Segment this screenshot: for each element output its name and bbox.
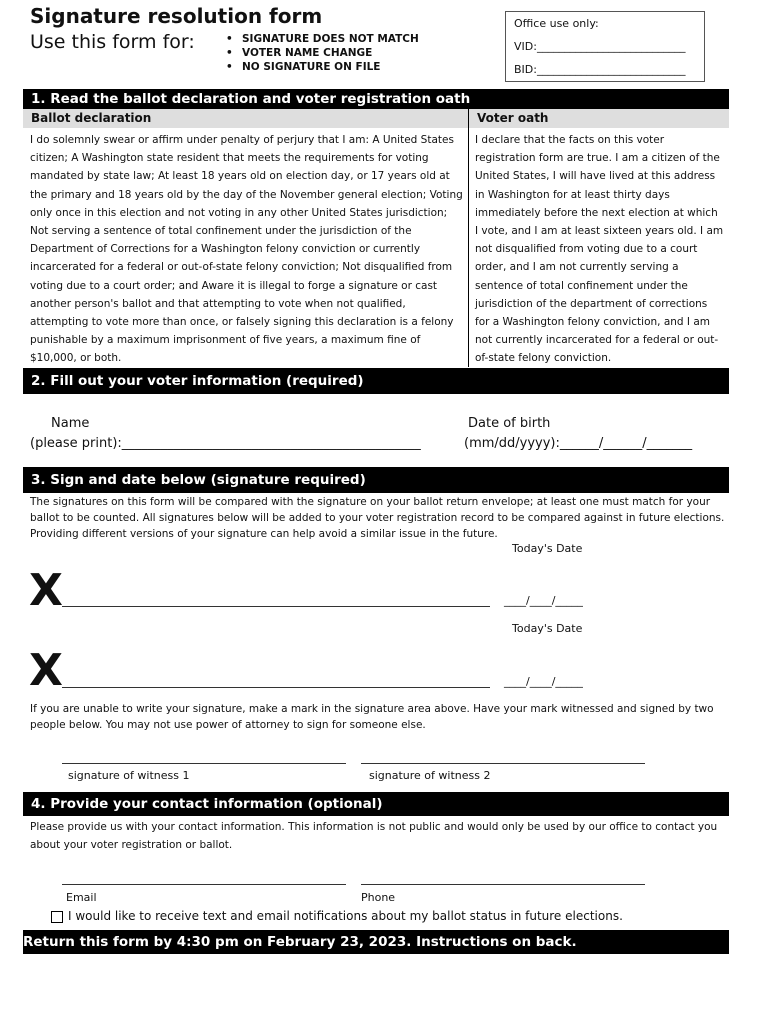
witness-1-label: signature of witness 1 (68, 769, 190, 782)
office-use-heading: Office use only: (514, 17, 599, 30)
name-label: Name (51, 416, 90, 431)
witness-2-label: signature of witness 2 (369, 769, 491, 782)
dob-label: Date of birth (468, 416, 551, 431)
phone-line[interactable] (361, 884, 645, 885)
voter-oath-heading: Voter oath (469, 109, 729, 128)
bid-field: BID:___________________________ (514, 63, 686, 76)
notifications-label: I would like to receive text and email notifications about my ballot status in future elections. (68, 909, 623, 923)
name-input[interactable]: (please print):______________________________________________ (30, 436, 421, 451)
section-4-heading (23, 792, 729, 816)
office-use-box (505, 11, 705, 82)
ballot-declaration-heading: Ballot declaration (23, 109, 468, 128)
form-subtitle: Use this form for: (30, 31, 195, 53)
section-1-heading: 1. Read the ballot declaration and voter registration oath (23, 89, 729, 109)
signature-instructions: The signatures on this form will be compared with the signature on your ballot return envelope; at least one must match for your ballot to be counted. All signatures below will be added to your voter registration record to be compared against in future elections. Providing different versions of your signature can help avoid a similar issue in the future. (30, 496, 725, 540)
signature-date-2[interactable]: ____/____/_____ (504, 675, 583, 688)
vid-field: VID:___________________________ (514, 40, 686, 53)
section-3-heading: 3. Sign and date below (signature required) (23, 467, 729, 493)
phone-label: Phone (361, 891, 396, 904)
email-line[interactable] (62, 884, 346, 885)
dob-input[interactable]: (mm/dd/yyyy):______/______/_______ (464, 436, 693, 451)
todays-date-label: Today's Date (512, 622, 583, 635)
section-4-title: 4. Provide your contact information (optional) (31, 796, 383, 812)
declaration-table (23, 109, 729, 367)
signature-date-1[interactable]: ____/____/_____ (504, 594, 583, 607)
reason-item: • VOTER NAME CHANGE (226, 46, 419, 60)
email-label: Email (66, 891, 97, 904)
witness-2-line[interactable] (361, 763, 645, 764)
contact-instructions: Please provide us with your contact information. This information is not public and would only be used by our office to contact you about your voter registration or ballot. (30, 821, 718, 851)
sign-here-mark: X (29, 565, 63, 616)
return-deadline-bar: Return this form by 4:30 pm on February 23, 2023. Instructions on back. (23, 930, 729, 954)
mark-witness-note: If you are unable to write your signature, make a mark in the signature area above. Have your mark witnessed and signed by two people below. You may not use power of attorney to sign for someone else. (30, 703, 714, 731)
column-divider (468, 109, 469, 367)
section-2-heading: 2. Fill out your voter information (required) (23, 368, 729, 394)
reason-list (226, 32, 419, 74)
voter-oath-text: I declare that the facts on this voter registration form are true. I am a citizen of the United States, I will have lived at this address in Washington for at least thirty days immediately before the next election at which I vote, and I am at least sixteen years old. I am not disqualified from voting due to a court order, and I am not currently serving a sentence of total confinement under the jurisdiction of the department of corrections for a Washington felony conviction, and I am not currently incarcerated for a federal or out- of-state felony conviction. (475, 134, 724, 365)
reason-item: • SIGNATURE DOES NOT MATCH (226, 32, 419, 46)
form-title: Signature resolution form (30, 4, 323, 28)
todays-date-label: Today's Date (512, 542, 583, 555)
reason-item: • NO SIGNATURE ON FILE (226, 60, 419, 74)
witness-1-line[interactable] (62, 763, 346, 764)
signature-line-1[interactable] (62, 606, 490, 607)
sign-here-mark: X (29, 645, 63, 696)
ballot-declaration-text: I do solemnly swear or affirm under penalty of perjury that I am: A United States citizen; A Washington state resident that meets the requirements for voting mandated by state law; At least 18 years old on election day, or 17 years old at the primary and 18 years old by the day of the November general election; Voting only once in this election and not voting in any other United States jurisdiction; Not serving a sentence of total confinement under the jurisdiction of the Department of Corrections for a Washington felony conviction or currently incarcerated for a federal or out-of-state felony conviction; Not disqualified from voting due to a court order; and Aware it is illegal to forge a signature or cast another person's ballot and that attempting to vote when not qualified, attempting to vote more than once, or falsely signing this declaration is a felony punishable by a maximum imprisonment of five years, a maximum fine of $10,000, or both. (30, 134, 463, 365)
signature-line-2[interactable] (62, 687, 490, 688)
notifications-checkbox[interactable] (51, 911, 63, 923)
